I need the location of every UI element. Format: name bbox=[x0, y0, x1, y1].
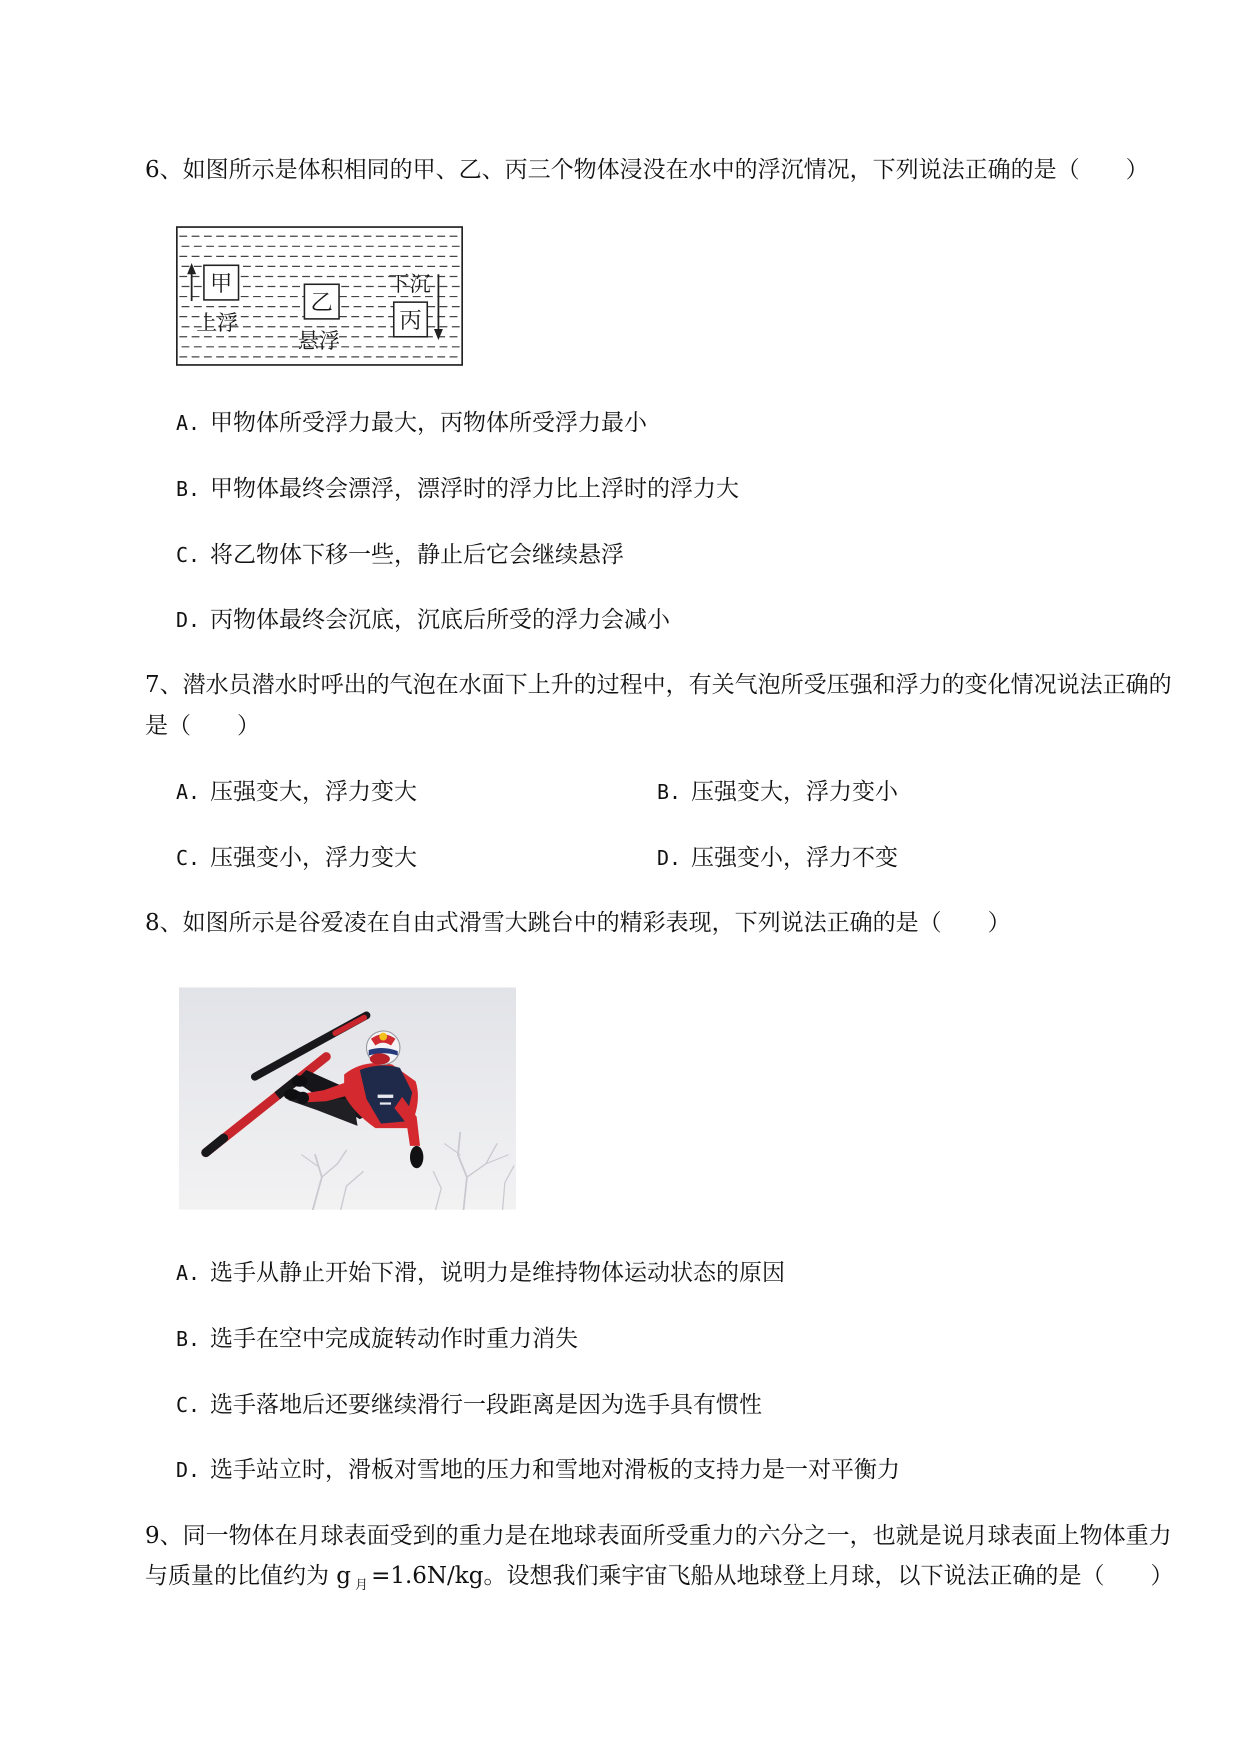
option-letter: C. bbox=[176, 846, 201, 870]
float-up-label: 上浮 bbox=[196, 311, 239, 337]
option-letter: A. bbox=[176, 780, 201, 804]
question-7-stem-line-2: 是（ ） bbox=[145, 713, 260, 739]
option-text: 甲物体所受浮力最大，丙物体所受浮力最小 bbox=[210, 410, 647, 436]
option-text: 压强变小，浮力变大 bbox=[210, 845, 417, 871]
question-7-option-c bbox=[176, 845, 417, 871]
helmet-sun bbox=[379, 1033, 387, 1041]
question-6-option-d bbox=[176, 607, 670, 633]
option-text: 选手从静止开始下滑，说明力是维持物体运动状态的原因 bbox=[210, 1260, 785, 1286]
option-text: 压强变小，浮力不变 bbox=[691, 845, 898, 871]
question-8-option-b bbox=[176, 1326, 578, 1352]
option-letter: D. bbox=[176, 608, 201, 632]
option-letter: B. bbox=[657, 780, 682, 804]
question-6-stem: 6、如图所示是体积相同的甲、乙、丙三个物体浸没在水中的浮沉情况，下列说法正确的是（ ） bbox=[145, 157, 1149, 183]
skier-right-glove bbox=[410, 1146, 423, 1168]
option-letter: D. bbox=[657, 846, 682, 870]
object-bing-label: 丙 bbox=[399, 307, 422, 334]
skier-left-glove bbox=[297, 1092, 309, 1104]
ski-boot bbox=[292, 1076, 308, 1087]
object-jia-label: 甲 bbox=[210, 270, 233, 297]
option-text: 选手站立时，滑板对雪地的压力和雪地对滑板的支持力是一对平衡力 bbox=[210, 1457, 900, 1483]
question-9-stem-line-1: 9、同一物体在月球表面受到的重力是在地球表面所受重力的六分之一，也就是说月球表面上物体重力 bbox=[145, 1523, 1172, 1549]
option-letter: B. bbox=[176, 1327, 201, 1351]
option-text: 选手落地后还要继续滑行一段距离是因为选手具有惯性 bbox=[210, 1392, 762, 1418]
question-9-stem-line-2 bbox=[145, 1563, 1173, 1599]
skier-photo bbox=[179, 987, 516, 1210]
buoyancy-diagram bbox=[176, 226, 463, 366]
option-text: 丙物体最终会沉底，沉底后所受的浮力会减小 bbox=[210, 607, 670, 633]
suspend-label: 悬浮 bbox=[297, 328, 341, 354]
option-letter: B. bbox=[176, 477, 201, 501]
sink-label: 下沉 bbox=[388, 271, 431, 297]
option-letter: A. bbox=[176, 1261, 201, 1285]
option-text: 压强变大，浮力变小 bbox=[691, 779, 898, 805]
question-7-option-a bbox=[176, 779, 417, 805]
option-text: 压强变大，浮力变大 bbox=[210, 779, 417, 805]
question-7-option-d bbox=[657, 845, 898, 871]
vest-mark bbox=[378, 1095, 394, 1098]
subscript: 月 bbox=[355, 1578, 369, 1593]
skier-goggles bbox=[370, 1053, 390, 1064]
question-7-option-b bbox=[657, 779, 898, 805]
question-8-option-c bbox=[176, 1392, 762, 1418]
stem-text: 与质量的比值约为 g bbox=[145, 1563, 352, 1589]
question-7-stem-line-1: 7、潜水员潜水时呼出的气泡在水面下上升的过程中，有关气泡所受压强和浮力的变化情况说法正确的 bbox=[145, 672, 1172, 698]
question-8-option-a bbox=[176, 1260, 785, 1286]
stem-text: =1.6N/kg。设想我们乘宇宙飞船从地球登上月球，以下说法正确的是（ ） bbox=[371, 1563, 1174, 1589]
object-yi-label: 乙 bbox=[310, 289, 333, 316]
option-letter: C. bbox=[176, 543, 201, 567]
question-8-stem: 8、如图所示是谷爱凌在自由式滑雪大跳台中的精彩表现，下列说法正确的是（ ） bbox=[145, 910, 1011, 936]
option-text: 将乙物体下移一些，静止后它会继续悬浮 bbox=[210, 542, 624, 568]
option-letter: C. bbox=[176, 1393, 201, 1417]
question-8-option-d bbox=[176, 1457, 900, 1483]
question-6-option-a bbox=[176, 410, 647, 436]
option-letter: D. bbox=[176, 1458, 201, 1482]
option-text: 选手在空中完成旋转动作时重力消失 bbox=[210, 1326, 578, 1352]
question-6-option-c bbox=[176, 542, 624, 568]
vest-mark bbox=[380, 1102, 391, 1104]
question-6-option-b bbox=[176, 476, 739, 502]
option-letter: A. bbox=[176, 411, 201, 435]
option-text: 甲物体最终会漂浮，漂浮时的浮力比上浮时的浮力大 bbox=[210, 476, 739, 502]
